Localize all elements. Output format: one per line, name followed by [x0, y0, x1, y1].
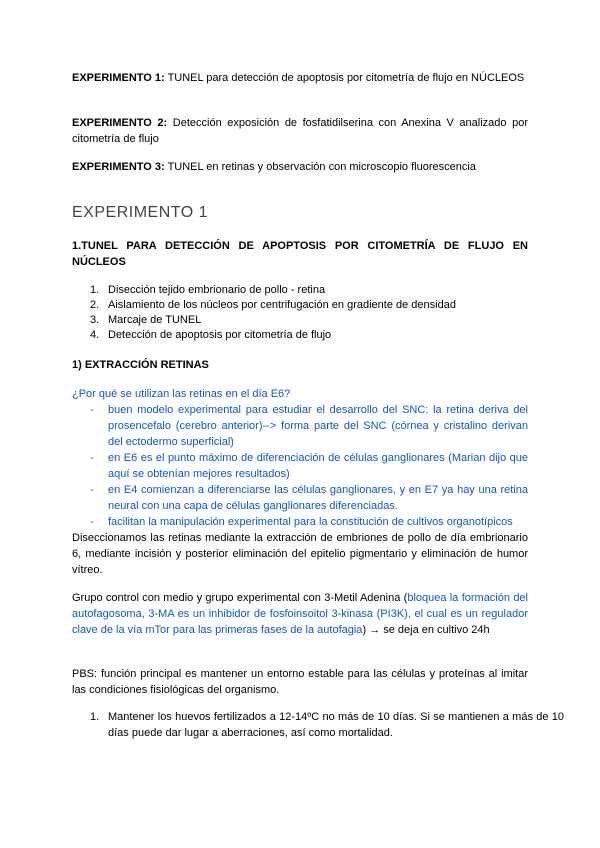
- subsection-title: 1.TUNEL PARA DETECCIÓN DE APOPTOSIS POR CITOMETRÍA DE FLUJO EN NÚCLEOS: [72, 240, 528, 268]
- list-item: 4. Detección de apoptosis por citometría de flujo: [90, 329, 332, 341]
- list-item: - en E4 comienzan a diferenciarse las células ganglionares, y en E7 ya hay una retina neural con una capa de células ganglionares diferenciadas.: [90, 484, 528, 512]
- list-item: 1. Mantener los huevos fertilizados a 12-14ºC no más de 10 días. Si se mantienen a más de 10 días puede dar lugar a aberraciones, así como mortalidad.: [90, 711, 564, 739]
- list-item: 3. Marcaje de TUNEL: [90, 314, 202, 326]
- experiment-text: TUNEL en retinas y observación con microscopio fluorescencia: [164, 161, 476, 173]
- section-title: EXPERIMENTO 1: [72, 204, 209, 221]
- question-text: ¿Por qué se utilizan las retinas en el día E6?: [72, 388, 291, 400]
- list-item: - en E6 es el punto máximo de diferenciación de células ganglionares (Marian dijo que aquí se obtenían mejores resultados): [90, 452, 528, 480]
- pbs-paragraph: PBS: función principal es mantener un entorno estable para las células y proteínas al imitar las condiciones fisiológicas del organismo.: [72, 668, 528, 696]
- experiment-label: EXPERIMENTO 2:: [72, 117, 168, 129]
- egg-steps-list: [72, 709, 564, 741]
- experiment-label: EXPERIMENTO 3:: [72, 161, 165, 173]
- list-item: 2. Aislamiento de los núcleos por centrifugación en gradiente de densidad: [90, 299, 456, 311]
- control-paragraph: Grupo control con medio y grupo experimental con 3-Metil Adenina (bloquea la formación del autofagosoma, 3-MA es un inhibidor de fosfoinsoitol 3-kinasa (PI3K), el cual es un regulador clave de la vía mTor para las primeras fases de la autofagia) → se deja en cultivo 24h: [72, 592, 528, 636]
- experiment-1-summary: [72, 70, 528, 86]
- experiment-label: EXPERIMENTO 1:: [72, 72, 165, 84]
- list-item: - buen modelo experimental para estudiar el desarrollo del SNC: la retina deriva del prosencefalo (cerebro anterior)--> forma parte del SNC (córnea y cristalino derivan del ectodermo superficial): [90, 404, 528, 448]
- extraction-heading: 1) EXTRACCIÓN RETINAS: [72, 359, 209, 371]
- list-item: - facilitan la manipulación experimental para la constitución de cultivos organotípicos: [90, 516, 513, 528]
- reasons-list: [72, 402, 528, 530]
- experiment-2-summary: [72, 115, 528, 147]
- retina-question-block: [72, 386, 528, 530]
- procedure-steps-list: [72, 283, 528, 343]
- list-item: 1. Disección tejido embrionario de pollo - retina: [90, 284, 326, 296]
- experiment-text: Detección exposición de fosfatidilserina con Anexina V analizado por citometría de flujo: [72, 117, 528, 145]
- experiment-3-summary: [72, 159, 528, 175]
- dissection-paragraph: Diseccionamos las retinas mediante la extracción de embriones de pollo de día embrionario 6, mediante incisión y posterior eliminación del epitelio pigmentario y eliminación de humor vítreo.: [72, 532, 528, 576]
- experiment-text: TUNEL para detección de apoptosis por citometría de flujo en NÚCLEOS: [164, 72, 525, 84]
